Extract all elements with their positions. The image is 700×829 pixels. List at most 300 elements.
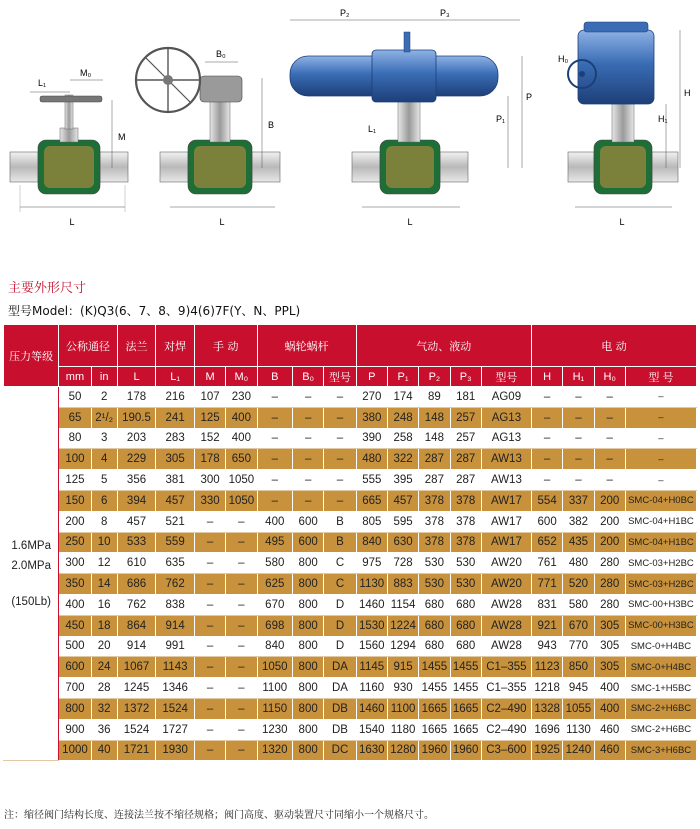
table-cell: –: [625, 428, 696, 449]
table-cell: 400: [226, 407, 257, 428]
table-cell: –: [594, 428, 625, 449]
table-cell: 1727: [156, 719, 195, 740]
table-cell: 305: [594, 615, 625, 636]
pressure-class-line: 1.6MPa: [11, 539, 51, 552]
model-line: 型号Model：(K)Q3(6、7、8、9)4(6)7F(Y、N、PPL): [8, 304, 301, 318]
table-cell: 100: [59, 449, 91, 470]
table-cell: 305: [594, 657, 625, 678]
table-cell: 1224: [387, 615, 418, 636]
table-cell: 181: [450, 387, 481, 408]
table-cell: –: [257, 470, 292, 491]
table-cell: 1218: [531, 678, 562, 699]
table-cell: –: [293, 407, 324, 428]
table-cell: –: [226, 740, 257, 761]
subheader-cell: B₀: [293, 367, 324, 387]
dim-H-electric: H: [684, 88, 691, 98]
table-cell: 1665: [450, 719, 481, 740]
table-row: [4, 615, 697, 636]
table-cell: 840: [356, 532, 387, 553]
table-cell: AW17: [481, 490, 531, 511]
table-cell: 1130: [356, 574, 387, 595]
table-cell: 770: [563, 636, 594, 657]
table-cell: 800: [293, 678, 324, 699]
table-cell: C: [324, 553, 356, 574]
table-cell: 1294: [387, 636, 418, 657]
table-row: [4, 387, 697, 408]
table-cell: DC: [324, 740, 356, 761]
table-cell: –: [625, 470, 696, 491]
table-cell: 1925: [531, 740, 562, 761]
table-cell: 457: [387, 490, 418, 511]
subheader-cell: in: [91, 367, 117, 387]
table-cell: 152: [194, 428, 225, 449]
table-row: [4, 594, 697, 615]
table-cell: SMC-3+H6BC: [625, 740, 696, 761]
table-row: [4, 719, 697, 740]
table-cell: B: [324, 532, 356, 553]
table-cell: –: [226, 594, 257, 615]
table-cell: 1372: [117, 698, 156, 719]
table-cell: C1–355: [481, 657, 531, 678]
subheader-cell: P₂: [419, 367, 450, 387]
table-cell: 800: [293, 574, 324, 595]
table-cell: DA: [324, 678, 356, 699]
dim-P2-pneumatic: P₂: [340, 8, 350, 18]
table-cell: –: [257, 449, 292, 470]
table-cell: 2: [91, 387, 117, 408]
table-cell: 378: [419, 490, 450, 511]
table-cell: DB: [324, 719, 356, 740]
table-cell: 921: [531, 615, 562, 636]
table-cell: 257: [450, 428, 481, 449]
subheader-cell: P₁: [387, 367, 418, 387]
table-cell: –: [563, 428, 594, 449]
table-cell: –: [194, 511, 225, 532]
table-cell: 1230: [257, 719, 292, 740]
table-cell: 530: [450, 553, 481, 574]
table-row: [4, 553, 697, 574]
table-cell: 1540: [356, 719, 387, 740]
table-cell: AW28: [481, 594, 531, 615]
table-cell: 915: [387, 657, 418, 678]
subheader-cell: M: [194, 367, 225, 387]
table-cell: 1524: [117, 719, 156, 740]
table-cell: 1455: [419, 678, 450, 699]
table-cell: 762: [156, 574, 195, 595]
pressure-class-line: (150Lb): [11, 595, 51, 608]
table-cell: 680: [450, 615, 481, 636]
worm-valve-drawing: [136, 48, 280, 227]
table-cell: 6: [91, 490, 117, 511]
dim-M0-manual: M₀: [80, 68, 92, 78]
table-cell: 686: [117, 574, 156, 595]
header-pneumatic: 气动、液动: [356, 325, 531, 367]
table-cell: 945: [563, 678, 594, 699]
table-cell: 698: [257, 615, 292, 636]
table-cell: 600: [293, 532, 324, 553]
valve-drawings: [0, 0, 700, 255]
table-cell: 125: [59, 470, 91, 491]
table-cell: 1280: [387, 740, 418, 761]
table-cell: –: [293, 470, 324, 491]
table-cell: –: [324, 428, 356, 449]
table-cell: 50: [59, 387, 91, 408]
table-row: [4, 740, 697, 761]
dim-L-electric: L: [619, 217, 625, 227]
table-cell: –: [226, 657, 257, 678]
table-cell: 800: [293, 636, 324, 657]
table-cell: 1160: [356, 678, 387, 699]
subheader-cell: H₁: [563, 367, 594, 387]
table-cell: 595: [387, 511, 418, 532]
table-cell: 200: [594, 532, 625, 553]
table-cell: 1100: [257, 678, 292, 699]
table-cell: 975: [356, 553, 387, 574]
table-cell: D: [324, 594, 356, 615]
table-row: [4, 449, 697, 470]
table-cell: 800: [293, 719, 324, 740]
table-cell: 400: [594, 698, 625, 719]
table-cell: 16: [91, 594, 117, 615]
table-cell: 457: [117, 511, 156, 532]
table-cell: 1154: [387, 594, 418, 615]
table-cell: 65: [59, 407, 91, 428]
table-cell: 258: [387, 428, 418, 449]
table-cell: 559: [156, 532, 195, 553]
table-cell: 270: [356, 387, 387, 408]
table-cell: 20: [91, 636, 117, 657]
table-cell: C2–490: [481, 698, 531, 719]
table-cell: –: [563, 470, 594, 491]
table-cell: –: [226, 615, 257, 636]
table-row: [4, 574, 697, 595]
table-cell: 1524: [156, 698, 195, 719]
table-cell: SMC-04+H0BC: [625, 490, 696, 511]
table-cell: 500: [59, 636, 91, 657]
table-cell: 1145: [356, 657, 387, 678]
table-cell: 36: [91, 719, 117, 740]
table-cell: 305: [594, 636, 625, 657]
table-cell: 241: [156, 407, 195, 428]
table-cell: 680: [450, 636, 481, 657]
table-cell: –: [531, 407, 562, 428]
table-cell: –: [257, 387, 292, 408]
table-cell: 520: [563, 574, 594, 595]
table-cell: 914: [117, 636, 156, 657]
table-cell: 24: [91, 657, 117, 678]
pressure-class-cell: [4, 387, 59, 761]
table-cell: 80: [59, 428, 91, 449]
table-cell: 728: [387, 553, 418, 574]
table-cell: 680: [419, 636, 450, 657]
table-cell: 216: [156, 387, 195, 408]
table-cell: 1665: [419, 698, 450, 719]
table-cell: 330: [194, 490, 225, 511]
table-cell: SMC-2+H6BC: [625, 719, 696, 740]
table-cell: AW28: [481, 615, 531, 636]
table-cell: 1665: [450, 698, 481, 719]
table-cell: 1460: [356, 594, 387, 615]
table-cell: 337: [563, 490, 594, 511]
table-cell: 635: [156, 553, 195, 574]
table-cell: 680: [450, 594, 481, 615]
table-cell: 761: [531, 553, 562, 574]
table-cell: 248: [387, 407, 418, 428]
table-cell: 178: [117, 387, 156, 408]
table-cell: 652: [531, 532, 562, 553]
table-row: [4, 511, 697, 532]
table-cell: 378: [450, 490, 481, 511]
table-cell: SMC-00+H3BC: [625, 615, 696, 636]
table-cell: –: [226, 636, 257, 657]
table-cell: AG13: [481, 407, 531, 428]
table-cell: SMC-04+H1BC: [625, 511, 696, 532]
table-cell: 280: [594, 574, 625, 595]
table-cell: 1240: [563, 740, 594, 761]
table-cell: 840: [257, 636, 292, 657]
table-cell: –: [194, 574, 225, 595]
subheader-cell: H₀: [594, 367, 625, 387]
table-cell: 300: [194, 470, 225, 491]
table-cell: –: [293, 428, 324, 449]
table-cell: 3: [91, 428, 117, 449]
table-cell: –: [194, 532, 225, 553]
table-cell: 800: [293, 594, 324, 615]
table-cell: 287: [450, 449, 481, 470]
table-cell: –: [625, 407, 696, 428]
table-cell: 1320: [257, 740, 292, 761]
table-cell: C: [324, 574, 356, 595]
table-cell: –: [594, 470, 625, 491]
table-row: [4, 698, 697, 719]
dim-P1-pneumatic: P₁: [496, 114, 506, 124]
table-cell: 381: [156, 470, 195, 491]
subheader-cell: M₀: [226, 367, 257, 387]
table-cell: 800: [293, 698, 324, 719]
table-cell: 395: [387, 470, 418, 491]
header-worm: 蜗轮蜗杆: [257, 325, 356, 367]
table-cell: –: [563, 449, 594, 470]
table-cell: SMC-2+H6BC: [625, 698, 696, 719]
table-cell: –: [563, 407, 594, 428]
table-cell: 554: [531, 490, 562, 511]
table-cell: 1960: [419, 740, 450, 761]
table-cell: SMC-03+H2BC: [625, 574, 696, 595]
table-cell: 1721: [117, 740, 156, 761]
table-cell: –: [194, 719, 225, 740]
subheader-cell: B: [257, 367, 292, 387]
table-cell: 382: [563, 511, 594, 532]
table-cell: 1530: [356, 615, 387, 636]
table-cell: 300: [59, 553, 91, 574]
table-cell: 190.5: [117, 407, 156, 428]
dim-P3-pneumatic: P₃: [440, 8, 450, 18]
table-cell: 174: [387, 387, 418, 408]
table-cell: 600: [531, 511, 562, 532]
table-cell: 378: [419, 511, 450, 532]
table-cell: 287: [450, 470, 481, 491]
table-cell: –: [293, 490, 324, 511]
table-cell: 495: [257, 532, 292, 553]
table-cell: SMC-00+H3BC: [625, 594, 696, 615]
table-cell: AW13: [481, 470, 531, 491]
table-cell: 148: [419, 428, 450, 449]
table-cell: 457: [156, 490, 195, 511]
table-cell: 831: [531, 594, 562, 615]
table-cell: 1100: [387, 698, 418, 719]
table-cell: 838: [156, 594, 195, 615]
table-cell: 680: [419, 594, 450, 615]
table-cell: D: [324, 636, 356, 657]
table-cell: 555: [356, 470, 387, 491]
table-cell: 460: [594, 719, 625, 740]
table-cell: 148: [419, 407, 450, 428]
table-cell: AG13: [481, 428, 531, 449]
dim-H0-electric: H₀: [558, 54, 569, 64]
pressure-class-line: 2.0MPa: [11, 559, 51, 572]
table-cell: SMC-03+H2BC: [625, 553, 696, 574]
table-cell: –: [194, 615, 225, 636]
table-cell: 1067: [117, 657, 156, 678]
table-cell: –: [324, 407, 356, 428]
table-row: [4, 490, 697, 511]
table-cell: 1050: [257, 657, 292, 678]
table-cell: –: [226, 553, 257, 574]
table-cell: 229: [117, 449, 156, 470]
dim-L-pneumatic: L: [407, 217, 413, 227]
table-cell: 280: [594, 594, 625, 615]
table-cell: 1960: [450, 740, 481, 761]
subheader-cell: mm: [59, 367, 91, 387]
table-cell: 28: [91, 678, 117, 699]
table-cell: 107: [194, 387, 225, 408]
footnote: 注：缩径阀门结构长度、连接法兰按不缩径规格；阀门高度、驱动装置尺寸同缩小一个规格尺寸。: [4, 810, 434, 821]
table-cell: 850: [563, 657, 594, 678]
table-row: [4, 636, 697, 657]
table-cell: SMC-0+H4BC: [625, 636, 696, 657]
table-cell: 1630: [356, 740, 387, 761]
table-cell: 4: [91, 449, 117, 470]
table-cell: –: [226, 574, 257, 595]
table-cell: 200: [594, 511, 625, 532]
table-cell: 1130: [563, 719, 594, 740]
subheader-cell: 型 号: [625, 367, 696, 387]
table-cell: –: [194, 553, 225, 574]
table-cell: –: [531, 428, 562, 449]
dim-B0-worm: B₀: [216, 49, 226, 59]
table-cell: 1455: [419, 657, 450, 678]
table-cell: 533: [117, 532, 156, 553]
table-cell: 18: [91, 615, 117, 636]
table-row: [4, 657, 697, 678]
table-cell: 864: [117, 615, 156, 636]
table-cell: 521: [156, 511, 195, 532]
table-cell: 283: [156, 428, 195, 449]
table-cell: –: [625, 449, 696, 470]
table-cell: 800: [293, 657, 324, 678]
table-cell: 943: [531, 636, 562, 657]
table-cell: –: [324, 470, 356, 491]
table-cell: 287: [419, 470, 450, 491]
dim-H1-electric: H₁: [658, 114, 668, 124]
table-cell: 350: [59, 574, 91, 595]
table-cell: 200: [59, 511, 91, 532]
header-electric: 电 动: [531, 325, 696, 367]
table-cell: D: [324, 615, 356, 636]
table-cell: 356: [117, 470, 156, 491]
table-cell: –: [594, 387, 625, 408]
table-cell: 1143: [156, 657, 195, 678]
pneumatic-valve-drawing: [290, 8, 532, 227]
table-cell: 1665: [419, 719, 450, 740]
table-cell: 1328: [531, 698, 562, 719]
table-cell: 150: [59, 490, 91, 511]
table-cell: SMC-1+H5BC: [625, 678, 696, 699]
table-cell: 400: [59, 594, 91, 615]
table-cell: 771: [531, 574, 562, 595]
table-row: [4, 428, 697, 449]
table-cell: –: [226, 719, 257, 740]
table-cell: 650: [226, 449, 257, 470]
electric-valve-drawing: [558, 22, 691, 227]
table-row: [4, 407, 697, 428]
table-cell: –: [594, 449, 625, 470]
table-cell: 230: [226, 387, 257, 408]
table-cell: –: [226, 698, 257, 719]
table-cell: 12: [91, 553, 117, 574]
table-cell: –: [257, 428, 292, 449]
table-cell: 1460: [356, 698, 387, 719]
table-cell: 460: [594, 740, 625, 761]
table-cell: 280: [594, 553, 625, 574]
table-cell: 1050: [226, 490, 257, 511]
table-cell: DB: [324, 698, 356, 719]
header-weld: 对焊: [156, 325, 195, 367]
table-cell: 670: [257, 594, 292, 615]
table-cell: 1346: [156, 678, 195, 699]
table-cell: AW17: [481, 511, 531, 532]
table-cell: –: [257, 490, 292, 511]
subheader-cell: 型号: [324, 367, 356, 387]
table-cell: 991: [156, 636, 195, 657]
table-cell: 800: [59, 698, 91, 719]
table-cell: 32: [91, 698, 117, 719]
table-cell: –: [293, 387, 324, 408]
table-cell: 800: [293, 553, 324, 574]
table-cell: 305: [156, 449, 195, 470]
table-cell: 322: [387, 449, 418, 470]
table-cell: 89: [419, 387, 450, 408]
table-cell: 380: [356, 407, 387, 428]
table-cell: 665: [356, 490, 387, 511]
table-cell: 480: [356, 449, 387, 470]
table-cell: 10: [91, 532, 117, 553]
table-cell: 378: [419, 532, 450, 553]
table-cell: –: [531, 449, 562, 470]
table-cell: –: [324, 449, 356, 470]
table-cell: 1123: [531, 657, 562, 678]
table-cell: 1050: [226, 470, 257, 491]
table-cell: 580: [563, 594, 594, 615]
table-cell: 930: [387, 678, 418, 699]
table-cell: 178: [194, 449, 225, 470]
table-cell: 1455: [450, 678, 481, 699]
table-cell: 257: [450, 407, 481, 428]
table-cell: –: [194, 594, 225, 615]
table-cell: 1696: [531, 719, 562, 740]
table-cell: 1930: [156, 740, 195, 761]
table-cell: 2¹/₂: [91, 407, 117, 428]
